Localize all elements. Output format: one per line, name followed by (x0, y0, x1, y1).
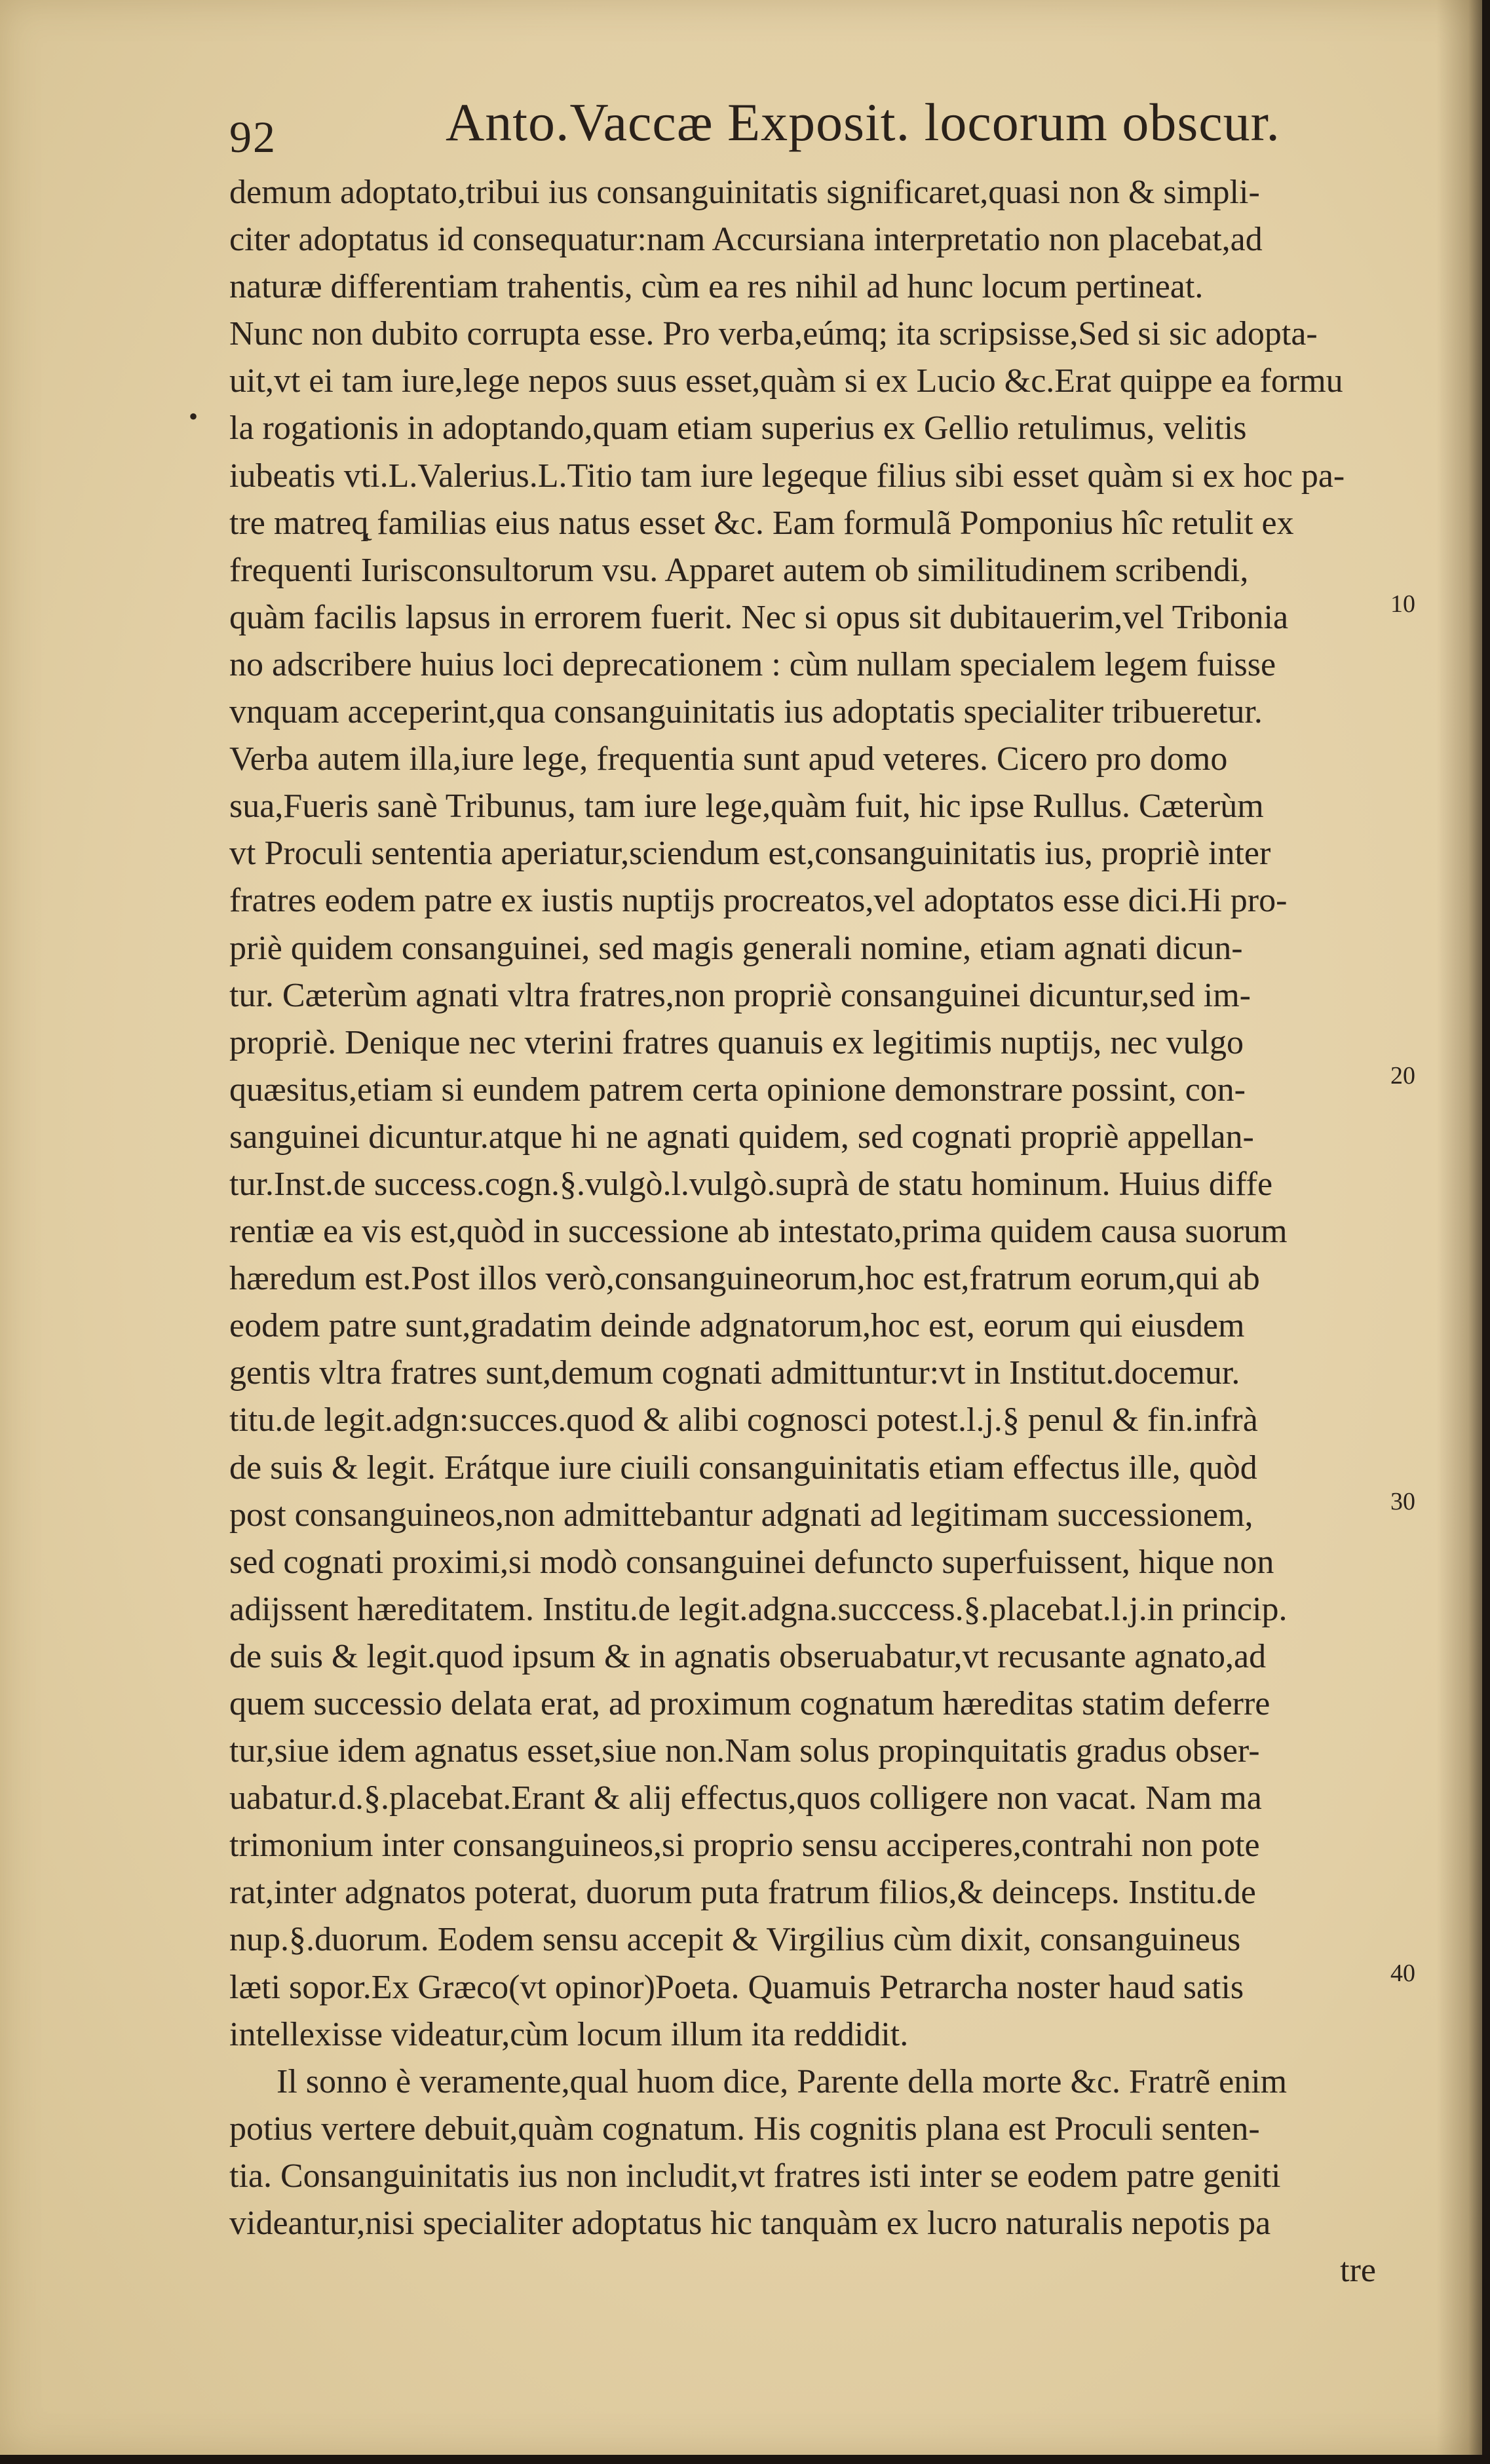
text-line: eodem patre sunt,gradatim deinde adgnatorum,hoc est, eorum qui eiusdem (229, 1307, 1245, 1345)
text-line: fratres eodem patre ex iustis nuptijs procreatos,vel adoptatos esse dici.Hi pro- (229, 882, 1288, 920)
text-line: propriè. Denique nec vterini fratres quanuis ex legitimis nuptijs, nec vulgo (229, 1023, 1244, 1061)
text-line: sanguinei dicuntur.atque hi ne agnati quidem, sed cognati propriè appellan- (229, 1118, 1254, 1156)
running-head (229, 92, 1343, 164)
text-line: gentis vltra fratres sunt,demum cognati admittuntur:vt in Institut.docemur. (229, 1354, 1240, 1392)
body-text (229, 169, 1383, 2294)
margin-line-number: 40 (1390, 1960, 1415, 1987)
text-line: nup.§.duorum. Eodem sensu accepit & Virgilius cùm dixit, consanguineus (229, 1921, 1241, 1959)
text-line: uabatur.d.§.placebat.Erant & alij effectus,quos colligere non vacat. Nam ma (229, 1779, 1262, 1817)
text-line: tre matreq̨ familias eius natus esset &c. Eam formulã Pomponius hîc retulit ex (229, 504, 1294, 542)
text-line: naturæ differentiam trahentis, cùm ea res nihil ad hunc locum pertineat. (229, 268, 1204, 306)
text-line: intellexisse videatur,cùm locum illum ita reddidit. (229, 2015, 909, 2053)
text-line: citer adoptatus id consequatur:nam Accursiana interpretatio non placebat,ad (229, 221, 1263, 259)
text-line: tia. Consanguinitatis ius non includit,vt fratres isti inter se eodem patre geniti (229, 2157, 1281, 2195)
text-line: hæredum est.Post illos verò,consanguineorum,hoc est,fratrum eorum,qui ab (229, 1260, 1260, 1298)
text-line: quæsitus,etiam si eundem patrem certa opinione demonstrare possint, con- (229, 1071, 1246, 1109)
text-line: titu.de legit.adgn:succes.quod & alibi cognosci potest.l.j.§ penul & fin.infrà (229, 1401, 1258, 1439)
text-line: læti sopor.Ex Græco(vt opinor)Poeta. Quamuis Petrarcha noster haud satis (229, 1968, 1244, 2006)
text-line: la rogationis in adoptando,quam etiam superius ex Gellio retulimus, velitis (229, 409, 1247, 447)
text-line: tur.Inst.de success.cogn.§.vulgò.l.vulgò.suprà de statu hominum. Huius diffe (229, 1165, 1273, 1203)
page-number: 92 (229, 112, 277, 162)
text-line: adijssent hæreditatem. Institu.de legit.adgna.succcess.§.placebat.l.j.in princip. (229, 1590, 1288, 1628)
text-line: tur. Cæterùm agnati vltra fratres,non propriè consanguinei dicuntur,sed im- (229, 976, 1251, 1014)
catchword: tre (1340, 2252, 1376, 2290)
text-line: rentiæ ea vis est,quòd in successione ab intestato,prima quidem causa suorum (229, 1213, 1288, 1251)
text-line: vt Proculi sententia aperiatur,sciendum est,consanguinitatis ius, propriè inter (229, 835, 1271, 873)
margin-line-number: 30 (1390, 1488, 1415, 1515)
text-line: videantur,nisi specialiter adoptatus hic tanquàm ex lucro naturalis nepotis pa (229, 2205, 1271, 2243)
page-header-title: Anto.Vaccæ Exposit. locorum obscur. (446, 92, 1280, 152)
page-gutter-shadow (1436, 0, 1482, 2455)
text-line: Il sonno è veramente,qual huom dice, Parente della morte &c. Fratrẽ enim (277, 2062, 1288, 2100)
text-line: demum adoptato,tribui ius consanguinitatis significaret,quasi non & simpli- (229, 174, 1260, 211)
text-line: sed cognati proximi,si modò consanguinei defuncto superfuissent, hique non (229, 1543, 1274, 1581)
text-line: tur,siue idem agnatus esset,siue non.Nam solus propinquitatis gradus obser- (229, 1732, 1260, 1770)
text-line: post consanguineos,non admittebantur adgnati ad legitimam successionem, (229, 1496, 1253, 1534)
text-line: de suis & legit. Erátque iure ciuili consanguinitatis etiam effectus ille, quòd (229, 1449, 1257, 1487)
text-line: trimonium inter consanguineos,si proprio sensu acciperes,contrahi non pote (229, 1827, 1260, 1865)
text-line: Verba autem illa,iure lege, frequentia sunt apud veteres. Cicero pro domo (229, 740, 1228, 778)
text-line: quem successio delata erat, ad proximum cognatum hæreditas statim deferre (229, 1685, 1270, 1722)
text-line: uit,vt ei tam iure,lege nepos suus esset,quàm si ex Lucio &c.Erat quippe ea formu (229, 362, 1343, 400)
text-line: no adscribere huius loci deprecationem : cùm nullam specialem legem fuisse (229, 645, 1276, 683)
text-line: iubeatis vti.L.Valerius.L.Titio tam iure legeque filius sibi esset quàm si ex hoc pa- (229, 457, 1345, 495)
text-line: de suis & legit.quod ipsum & in agnatis obseruabatur,vt recusante agnato,ad (229, 1637, 1267, 1675)
text-line: vnquam acceperint,qua consanguinitatis ius adoptatis specialiter tribueretur. (229, 693, 1263, 731)
text-line: potius vertere debuit,quàm cognatum. His cognitis plana est Proculi senten- (229, 2110, 1260, 2148)
text-line: rat,inter adgnatos poterat, duorum puta fratrum filios,& deinceps. Institu.de (229, 1874, 1256, 1912)
text-line: priè quidem consanguinei, sed magis generali nomine, etiam agnati dicun- (229, 929, 1243, 967)
line-mark: • (189, 402, 199, 431)
text-line: Nunc non dubito corrupta esse. Pro verba,eúmq; ita scripsisse,Sed si sic adopta- (229, 315, 1318, 353)
text-line: frequenti Iurisconsultorum vsu. Apparet autem ob similitudinem scribendi, (229, 551, 1249, 589)
text-line: quàm facilis lapsus in errorem fuerit. Nec si opus sit dubitauerim,vel Tribonia (229, 598, 1289, 636)
margin-line-number: 20 (1390, 1062, 1415, 1090)
text-line: sua,Fueris sanè Tribunus, tam iure lege,quàm fuit, hic ipse Rullus. Cæterùm (229, 787, 1264, 825)
margin-line-number: 10 (1390, 590, 1415, 618)
